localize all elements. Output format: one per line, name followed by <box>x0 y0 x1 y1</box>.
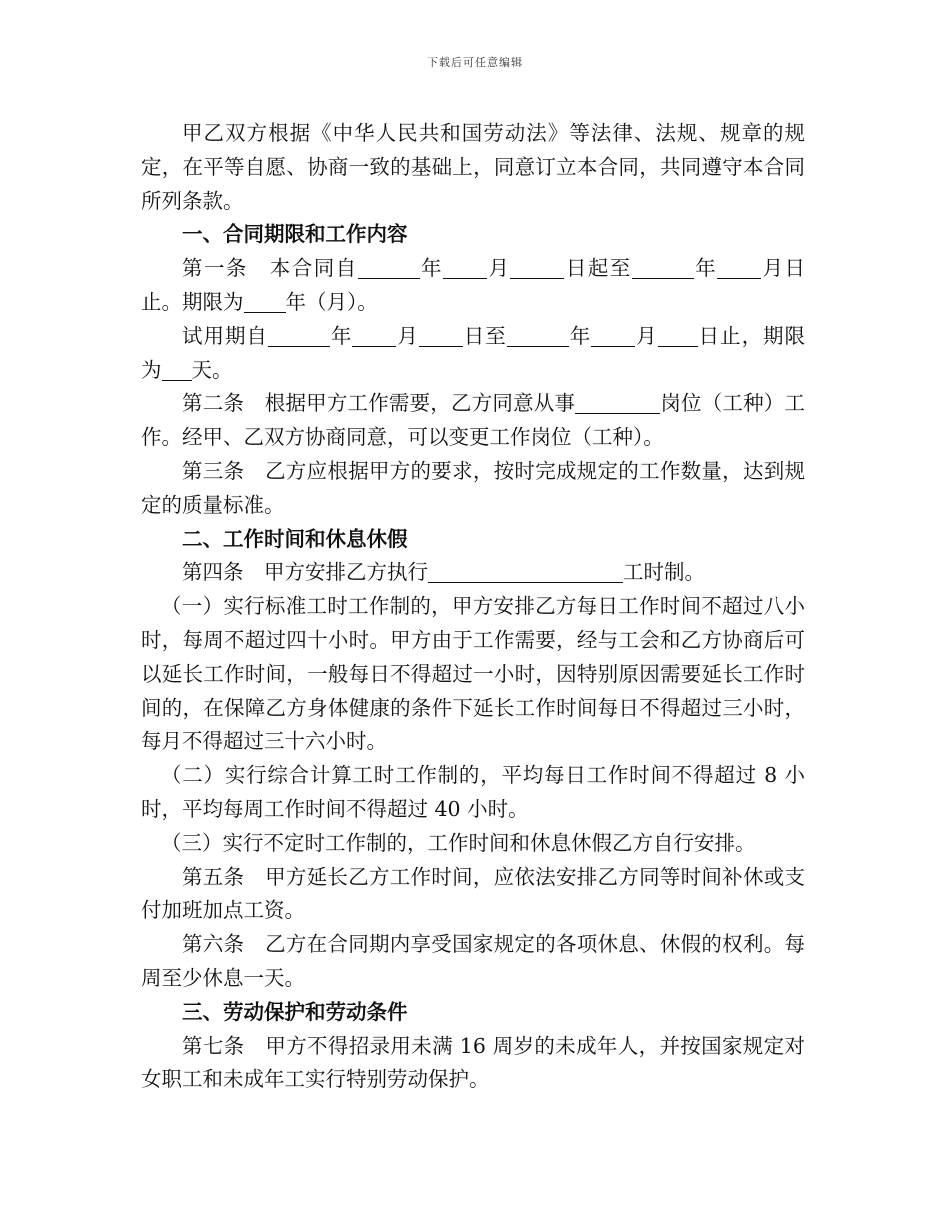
article-4-item-2: （二）实行综合计算工时工作制的，平均每日工作时间不得超过 8 小时，平均每周工作时间不得超过 40 小时。 <box>141 763 805 821</box>
section-title-3: 三、劳动保护和劳动条件 <box>182 999 408 1024</box>
blank-field <box>658 324 698 347</box>
blank-field <box>632 257 694 280</box>
blank-field <box>507 324 569 347</box>
article-5: 第五条 甲方延长乙方工作时间，应依法安排乙方同等时间补休或支付加班加点工资。 <box>141 864 805 923</box>
article-6: 第六条 乙方在合同期内享受国家规定的各项休息、休假的权利。每周至少休息一天。 <box>141 932 805 990</box>
blank-field <box>575 392 660 415</box>
blank-field <box>352 324 396 347</box>
trial-period: 试用期自 年 月 日至 年 月 日止，期限为 天。 <box>141 323 806 382</box>
section-title-2: 二、工作时间和休息休假 <box>182 526 408 551</box>
blank-field <box>244 290 286 313</box>
article-1: 第一条 本合同自 年 月 日起至 年 月日止。期限为 年（月）。 <box>141 256 806 314</box>
section-title-1: 一、合同期限和工作内容 <box>182 222 408 247</box>
article-2: 第二条 根据甲方工作需要，乙方同意从事 岗位（工种）工作。经甲、乙双方协商同意，可以变更工作岗位（工种）。 <box>141 391 806 450</box>
blank-field <box>358 257 420 280</box>
blank-field <box>591 324 635 347</box>
blank-field <box>268 324 330 347</box>
article-4-item-3: （三）实行不定时工作制的，工作时间和休息休假乙方自行安排。 <box>161 830 756 855</box>
blank-field <box>510 257 564 280</box>
blank-field <box>419 324 463 347</box>
article-3: 第三条 乙方应根据甲方的要求，按时完成规定的工作数量，达到规定的质量标准。 <box>141 458 805 517</box>
page-header: 下载后可任意编辑 <box>427 56 523 69</box>
blank-field <box>717 257 761 280</box>
blank-field <box>443 257 487 280</box>
blank-field <box>428 561 623 584</box>
article-7: 第七条 甲方不得招录用未满 16 周岁的未成年人，并按国家规定对女职工和未成年工实行特别劳动保护。 <box>141 1033 805 1092</box>
article-4: 第四条 甲方安排乙方执行 工时制。 <box>182 560 705 585</box>
intro-paragraph: 甲乙双方根据《中华人民共和国劳动法》等法律、法规、规章的规定，在平等自愿、协商一致的基础上，同意订立本合同，共同遵守本合同所列条款。 <box>141 121 805 213</box>
blank-field <box>162 358 192 381</box>
article-4-item-1: （一）实行标准工时工作制的，甲方安排乙方每日工作时间不超过八小时，每周不超过四十小时。甲方由于工作需要，经与工会和乙方协商后可以延长工作时间，一般每日不得超过一小时，因特别原因需要延长工作时间的，在保障乙方身体健康的条件下延长工作时间每日不得超过三小时，每月不得超过三十六小时。 <box>141 594 805 754</box>
contract-body <box>141 117 805 1097</box>
